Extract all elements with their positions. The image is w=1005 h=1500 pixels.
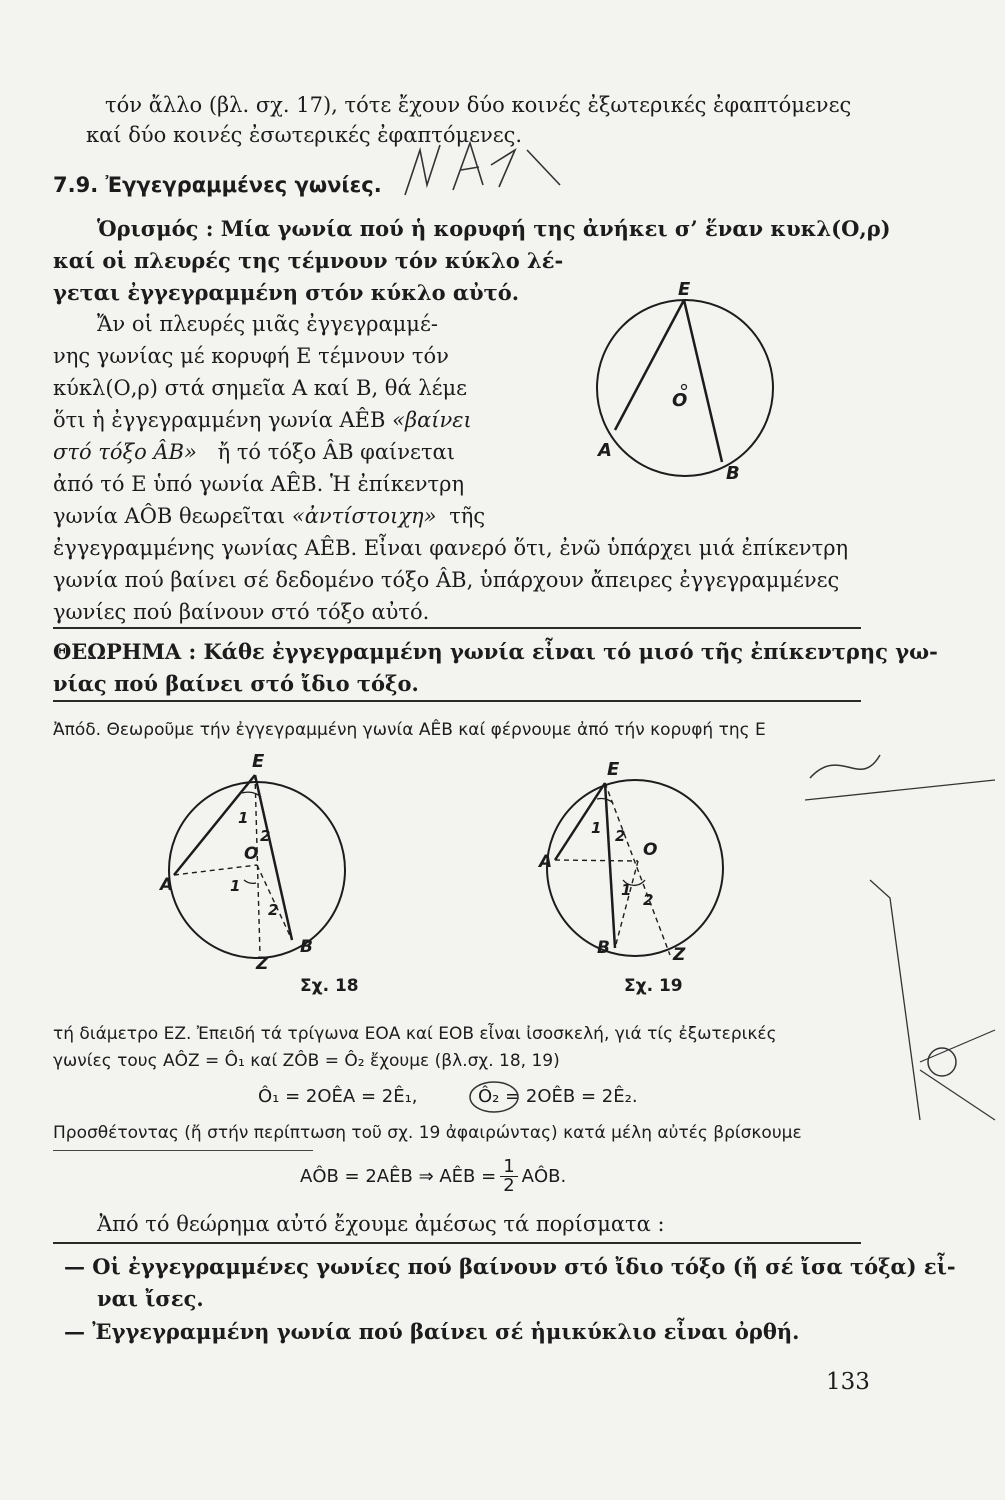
handwritten-marks-right	[800, 740, 1000, 1140]
paragraph-line-2: νης γωνίας μέ κορυφή Ε τέμνουν τόν	[53, 344, 449, 368]
theorem-line-2: νίας πού βαίνει στό ἴδιο τόξο.	[53, 671, 419, 696]
fig19-label-z: Z	[673, 945, 686, 965]
fig18-angle-1-center: 1	[230, 877, 241, 895]
paragraph-line-7a: γωνία ΑÔΒ θεωρεῖται	[53, 504, 286, 528]
fig18-angle-1-top: 1	[238, 809, 249, 827]
theorem-line-1: ΘΕΩΡΗΜΑ : Κάθε ἐγγεγραμμένη γωνία εἶναι τό μισό τῆς ἐπίκεντρης γω-	[53, 639, 938, 664]
figure-18-caption: Σχ. 18	[300, 976, 359, 996]
proof-line-2: τή διάμετρο ΕΖ. Ἐπειδή τά τρίγωνα ΕΟΑ καί ΕΟΒ εἶναι ἰσοσκελή, γιά τίς ἐξωτερικές	[53, 1024, 777, 1044]
fig19-label-a: A	[539, 852, 553, 872]
definition-line-2: καί οἱ πλευρές της τέμνουν τόν κύκλο λέ-	[53, 248, 564, 273]
corollary-1-line-1: — Οἱ ἐγγεγραμμένες γωνίες πού βαίνουν στό ἴδιο τόξο (ἤ σέ ἴσα τόξα) εἶ-	[64, 1254, 956, 1279]
fig-top-label-e: E	[678, 279, 691, 300]
figure-18	[160, 751, 360, 975]
fig18-label-z: Z	[256, 954, 269, 974]
fig19-angle-2-center: 2	[643, 891, 654, 909]
proof-line-1: Ἀπόδ. Θεωροῦμε τήν ἐγγεγραμμένη γωνία ΑÊΒ καί φέρνουμε ἀπό τήν κορυφή της Ε	[53, 720, 766, 740]
paragraph-line-3: κύκλ(Ο,ρ) στά σημεῖα Α καί Β, θά λέμε	[53, 376, 468, 400]
fig18-label-a: A	[160, 875, 174, 895]
paragraph-line-5a: στό τόξο ÂB»	[53, 440, 197, 464]
paragraph-line-7b: «ἀντίστοιχη»	[291, 504, 437, 528]
eq3-left: ΑÔΒ = 2ΑÊΒ ⇒ ΑÊΒ =	[300, 1165, 497, 1187]
figure-19-caption: Σχ. 19	[624, 976, 683, 996]
paragraph-line-5b: ἤ τό τόξο ÂB φαίνεται	[217, 440, 455, 464]
fig18-label-b: B	[300, 937, 313, 957]
fig18-label-e: E	[252, 751, 265, 772]
paragraph-line-6: ἀπό τό Ε ὑπό γωνία ΑÊΒ. Ἡ ἐπίκεντρη	[53, 472, 465, 496]
fraction-numerator: 1	[500, 1158, 517, 1177]
fig18-label-o: O	[244, 844, 259, 864]
paragraph-line-5	[53, 437, 455, 468]
fraction-denominator: 2	[503, 1175, 515, 1196]
proof-line-3: γωνίες τους ΑÔΖ = Ô₁ καί ΖÔΒ = Ô₂ ἔχουμε (βλ.σχ. 18, 19)	[53, 1051, 560, 1071]
theorem-top-rule	[53, 627, 861, 629]
paragraph-line-4a: ὅτι ἡ ἐγγεγραμμένη γωνία ΑÊΒ	[53, 408, 386, 432]
definition-line-1: Ὁρισμός : Μία γωνία πού ἡ κορυφή της ἀνήκει σ’ ἕναν κυκλ(Ο,ρ)	[97, 216, 891, 241]
corollary-2: — Ἐγγεγραμμένη γωνία πού βαίνει σέ ἡμικύκλιο εἶναι ὀρθή.	[64, 1319, 800, 1344]
proof-equation-3	[300, 1158, 566, 1195]
paragraph-line-1: Ἄν οἱ πλευρές μιᾶς ἐγγεγραμμέ-	[97, 312, 438, 336]
paragraph-line-4	[53, 405, 472, 436]
section-number: 7.9.	[53, 173, 99, 197]
corollary-top-rule	[53, 1242, 861, 1244]
paragraph-line-7c: τῆς	[449, 504, 486, 528]
fig19-label-e: E	[607, 759, 620, 780]
fig19-label-b: B	[597, 938, 610, 958]
handwritten-circle-o2	[466, 1080, 526, 1116]
fig19-label-o: O	[643, 840, 658, 860]
handwritten-scribble	[395, 125, 575, 210]
fig19-angle-1-center: 1	[621, 881, 632, 899]
paragraph-line-9: γωνία πού βαίνει σέ δεδομένο τόξο ÂB, ὑπάρχουν ἄπειρες ἐγγεγραμμένες	[53, 568, 840, 592]
fig18-angle-2-center: 2	[268, 901, 279, 919]
paragraph-line-8: ἐγγεγραμμένης γωνίας ΑÊΒ. Εἶναι φανερό ὅτι, ἐνῶ ὑπάρχει μιά ἐπίκεντρη	[53, 536, 849, 560]
paragraph-line-7	[53, 501, 485, 532]
page-number: 133	[826, 1369, 870, 1395]
eq3-right: ΑÔΒ.	[521, 1165, 567, 1187]
theorem-bottom-rule	[53, 700, 861, 702]
fig18-angle-2-top: 2	[260, 827, 271, 845]
proof-equation-2: Ô₂ = 2ΟÊΒ = 2Ê₂.	[478, 1086, 638, 1107]
fraction-one-half	[500, 1158, 517, 1195]
fig-top-label-o: O	[672, 390, 688, 411]
fig19-angle-1-top: 1	[591, 819, 602, 837]
intro-line-1: τόν ἄλλο (βλ. σχ. 17), τότε ἔχουν δύο κοινές ἐξωτερικές ἐφαπτόμενες	[105, 93, 852, 117]
fig19-angle-2-top: 2	[615, 827, 626, 845]
proof-equation-1: Ô₁ = 2ΟÊΑ = 2Ê₁,	[258, 1086, 418, 1107]
paragraph-line-10: γωνίες πού βαίνουν στό τόξο αὐτό.	[53, 600, 430, 624]
figure-19	[535, 755, 735, 975]
fig-top-label-a: A	[598, 440, 612, 461]
corollary-1-line-2: ναι ἴσες.	[97, 1286, 204, 1311]
corollary-intro: Ἀπό τό θεώρημα αὐτό ἔχουμε ἀμέσως τά πορίσματα :	[97, 1212, 665, 1236]
fig-top-label-b: B	[726, 463, 740, 484]
intro-line-2: καί δύο κοινές ἐσωτερικές ἐφαπτόμενες.	[86, 123, 523, 147]
handwritten-underline	[53, 1150, 313, 1151]
figure-inscribed-angle	[560, 280, 800, 500]
proof-line-4: Προσθέτοντας (ἤ στήν περίπτωση τοῦ σχ. 19 ἀφαιρώντας) κατά μέλη αὐτές βρίσκουμε	[53, 1123, 802, 1143]
paragraph-line-4b: «βαίνει	[392, 408, 472, 432]
section-heading	[53, 170, 382, 201]
section-title: Ἐγγεγραμμένες γωνίες.	[105, 173, 382, 197]
definition-line-3: γεται ἐγγεγραμμένη στόν κύκλο αὐτό.	[53, 280, 520, 305]
